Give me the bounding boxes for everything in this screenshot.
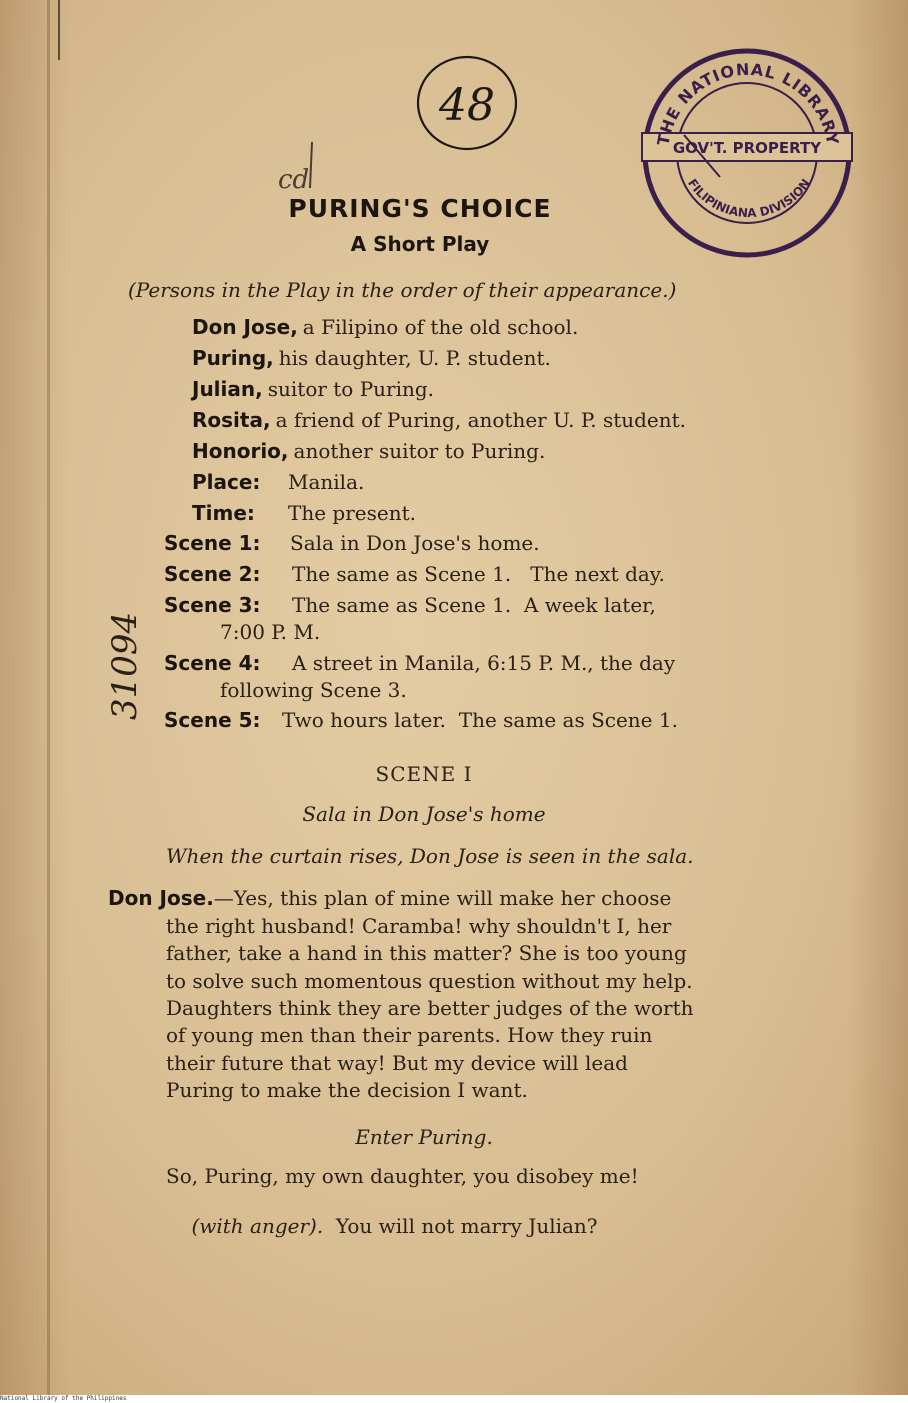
cast-item: Puring, his daughter, U. P. student.	[192, 346, 551, 370]
source-footer: National Library of the Philippines	[0, 1395, 908, 1403]
scene-list-item: Scene 5: Two hours later. The same as Scene 1.	[164, 708, 678, 732]
page-shadow-right	[848, 0, 908, 1395]
speech-line: their future that way! But my device will lead	[166, 1051, 628, 1075]
cast-item: Don Jose, a Filipino of the old school.	[192, 315, 579, 339]
handwritten-circled-number	[410, 48, 525, 158]
cast-item: Honorio, another suitor to Puring.	[192, 439, 546, 463]
svg-text:GOV'T. PROPERTY: GOV'T. PROPERTY	[672, 139, 822, 157]
speech-line: the right husband! Caramba! why shouldn't I, her	[166, 914, 672, 938]
binding-mark	[58, 0, 60, 60]
scene-list-continuation: 7:00 P. M.	[220, 620, 321, 644]
handwritten-initial	[274, 138, 324, 200]
scene-heading: SCENE I	[375, 762, 473, 786]
speech-first-line: Don Jose.—Yes, this plan of mine will make her choose	[108, 886, 672, 910]
cast-item: Julian, suitor to Puring.	[192, 377, 435, 401]
scene-list-item: Scene 3: The same as Scene 1. A week later,	[164, 593, 656, 617]
play-subtitle: A Short Play	[350, 232, 490, 256]
scene-list-continuation: following Scene 3.	[220, 678, 407, 702]
library-stamp	[640, 45, 855, 260]
speech-line: to solve such momentous question without my help.	[166, 969, 693, 993]
svg-text:THE NATIONAL LIBRARY: THE NATIONAL LIBRARY	[653, 59, 843, 148]
speech-line: Puring to make the decision I want.	[166, 1078, 528, 1102]
svg-text:FILIPINIANA DIVISION: FILIPINIANA DIVISION	[684, 176, 814, 221]
scene-list-item: Scene 2: The same as Scene 1. The next day.	[164, 562, 665, 586]
speech-line: of young men than their parents. How they ruin	[166, 1023, 653, 1047]
cast-item: Rosita, a friend of Puring, another U. P. student.	[192, 408, 687, 432]
handwritten-margin-number	[100, 565, 160, 725]
speech-line: So, Puring, my own daughter, you disobey me!	[166, 1164, 639, 1188]
svg-text:31094: 31094	[105, 611, 145, 720]
speech-line: father, take a hand in this matter? She is too young	[166, 941, 687, 965]
place-line: Place: Manila.	[192, 470, 365, 494]
svg-text:48: 48	[439, 80, 495, 131]
scene-list-item: Scene 1: Sala in Don Jose's home.	[164, 531, 540, 555]
scene-list-item: Scene 4: A street in Manila, 6:15 P. M., the day	[164, 651, 676, 675]
play-title: PURING'S CHOICE	[288, 194, 552, 223]
persons-intro: (Persons in the Play in the order of their appearance.)	[128, 278, 677, 302]
speech-line: (with anger). You will not marry Julian?	[191, 1214, 598, 1238]
speech-line: Daughters think they are better judges of the worth	[166, 996, 694, 1020]
stage-direction: When the curtain rises, Don Jose is seen in the sala.	[166, 844, 694, 868]
enter-direction: Enter Puring.	[355, 1125, 493, 1149]
scene-setting: Sala in Don Jose's home	[302, 802, 546, 826]
svg-text:cd: cd	[278, 165, 310, 195]
time-line: Time: The present.	[192, 501, 416, 525]
